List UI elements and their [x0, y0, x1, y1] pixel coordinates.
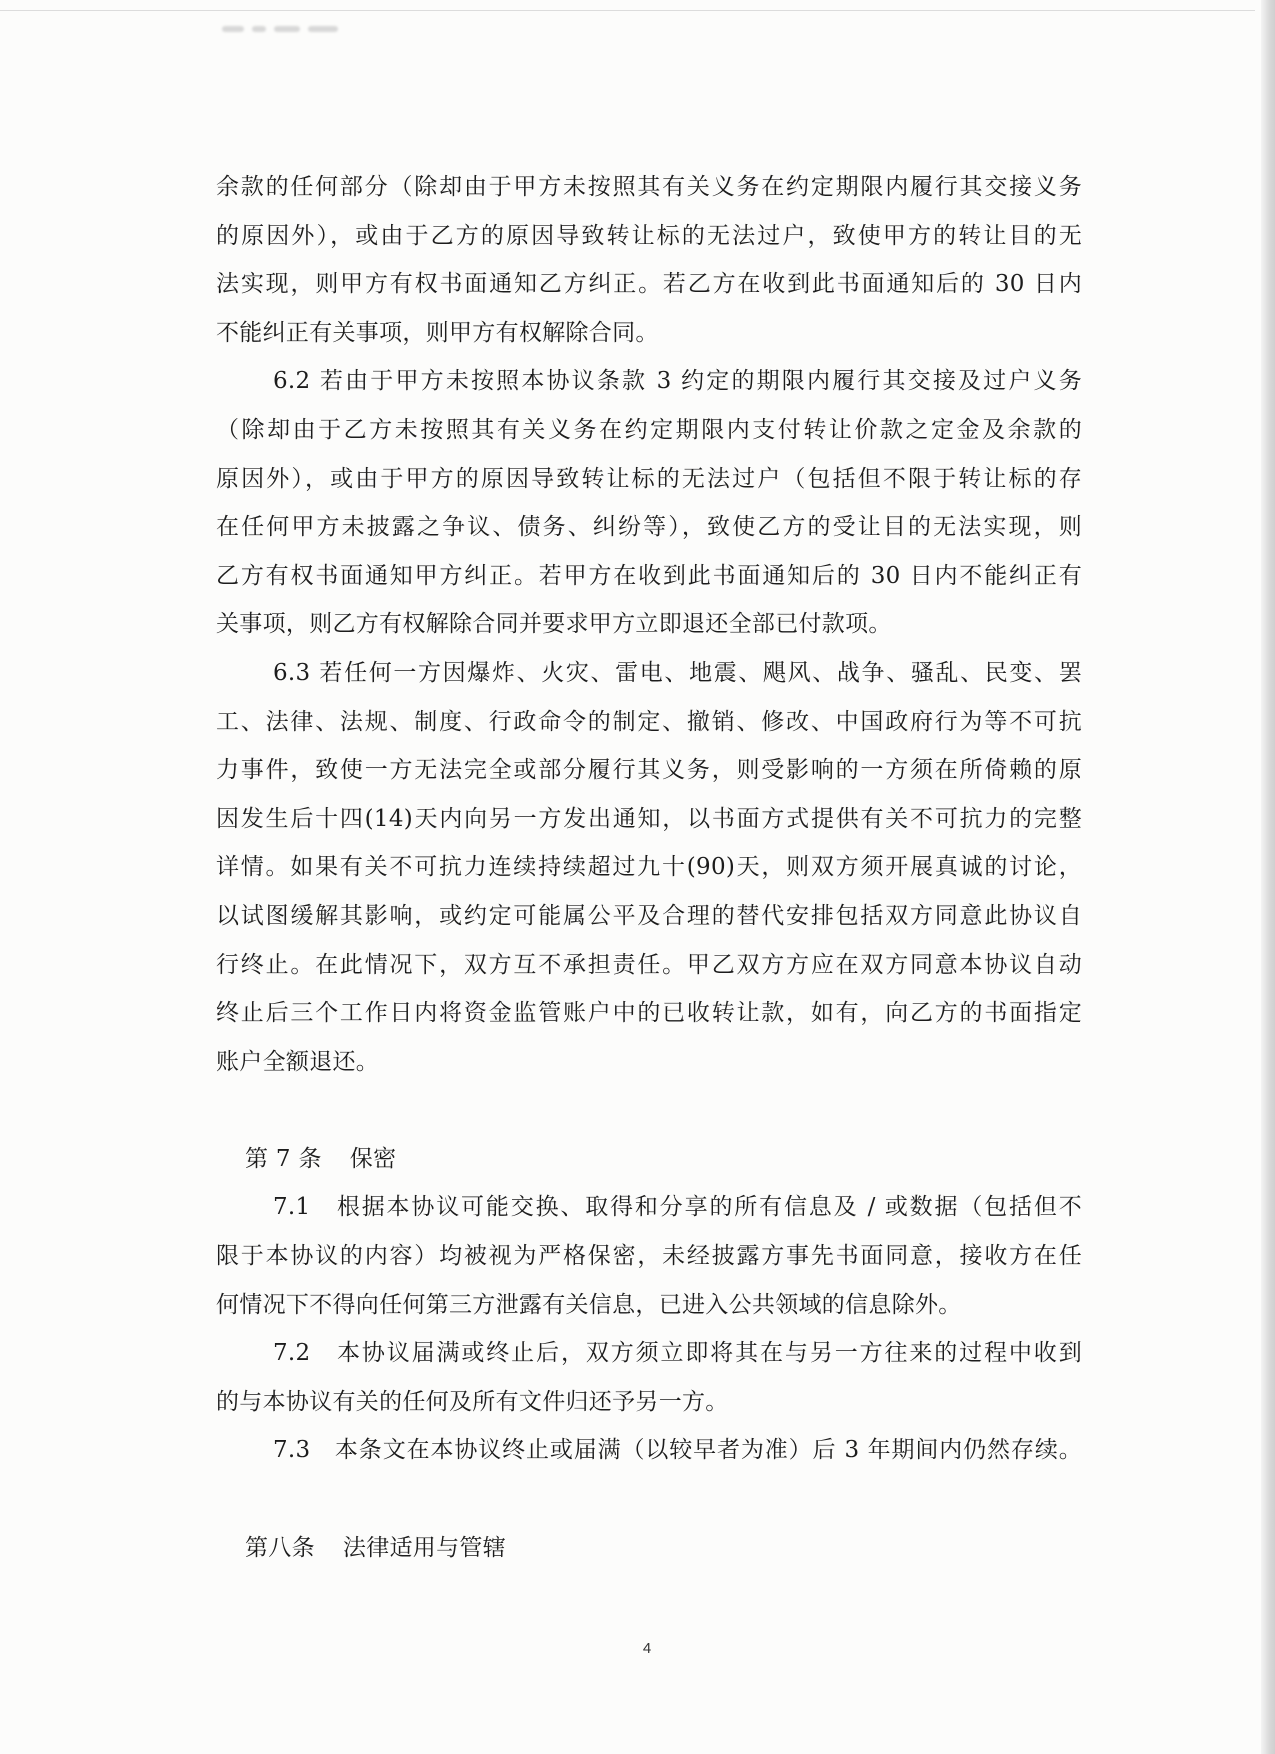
text-line: 账户全额退还。 — [216, 1048, 380, 1075]
scan-smudge — [222, 24, 342, 36]
text-line: 的与本协议有关的任何及所有文件归还予另一方。 — [216, 1388, 729, 1415]
paragraph-continuation — [216, 163, 1082, 357]
text-line: 的原因外），或由于乙方的原因导致转让标的无法过户，致使甲方的转让目的无 — [216, 222, 1082, 249]
text-line: 以试图缓解其影响，或约定可能属公平及合理的替代安排包括双方同意此协议自 — [216, 902, 1082, 929]
clause-7-1 — [216, 1183, 1082, 1329]
text-line: 在任何甲方未披露之争议、债务、纠纷等），致使乙方的受让目的无法实现，则 — [216, 514, 1082, 541]
scan-right-edge — [1261, 0, 1275, 1754]
article-title: 法律适用与管辖 — [342, 1534, 507, 1561]
text-line: 详情。如果有关不可抗力连续持续超过九十(90)天，则双方须开展真诚的讨论， — [216, 854, 1082, 881]
text-line: 法实现，则甲方有权书面通知乙方纠正。若乙方在收到此书面通知后的 30 日内 — [216, 271, 1082, 298]
text-line: 7.2 本协议届满或终止后，双方须立即将其在与另一方往来的过程中收到 — [273, 1340, 1082, 1367]
text-line: 不能纠正有关事项，则甲方有权解除合同。 — [216, 319, 659, 346]
text-line: 7.3 本条文在本协议终止或届满（以较早者为准）后 3 年期间内仍然存续。 — [273, 1437, 1082, 1464]
article-8-heading — [216, 1524, 1082, 1573]
article-number: 第 7 条 — [245, 1145, 322, 1172]
text-line: 工、法律、法规、制度、行政命令的制定、撤销、修改、中国政府行为等不可抗 — [216, 708, 1082, 735]
text-line: （除却由于乙方未按照其有关义务在约定期限内支付转让价款之定金及余款的 — [216, 416, 1082, 443]
text-line: 原因外），或由于甲方的原因导致转让标的无法过户（包括但不限于转让标的存 — [216, 465, 1082, 492]
text-line: 因发生后十四(14)天内向另一方发出通知，以书面方式提供有关不可抗力的完整 — [216, 805, 1082, 832]
clause-7-2 — [216, 1329, 1082, 1426]
page-number: 4 — [642, 1640, 652, 1657]
clause-7-3 — [216, 1426, 1082, 1475]
text-line: 6.2 若由于甲方未按照本协议条款 3 约定的期限内履行其交接及过户义务 — [273, 368, 1082, 395]
clause-6-3 — [216, 649, 1082, 1086]
text-line: 6.3 若任何一方因爆炸、火灾、雷电、地震、飓风、战争、骚乱、民变、罢 — [273, 659, 1082, 686]
article-number: 第八条 — [245, 1534, 315, 1561]
blank-line — [216, 1475, 1082, 1524]
clause-6-2 — [216, 357, 1082, 649]
text-line: 余款的任何部分（除却由于甲方未按照其有关义务在约定期限内履行其交接义务 — [216, 174, 1082, 200]
scan-top-edge — [0, 10, 1255, 11]
article-title: 保密 — [349, 1145, 397, 1172]
text-line: 行终止。在此情况下，双方互不承担责任。甲乙双方方应在双方同意本协议自动 — [216, 951, 1082, 978]
text-line: 何情况下不得向任何第三方泄露有关信息，已进入公共领域的信息除外。 — [216, 1291, 962, 1318]
document-body — [216, 163, 1082, 1572]
text-line: 关事项，则乙方有权解除合同并要求甲方立即退还全部已付款项。 — [216, 611, 892, 638]
text-line: 终止后三个工作日内将资金监管账户中的已收转让款，如有，向乙方的书面指定 — [216, 1000, 1082, 1027]
article-7-heading — [216, 1135, 1082, 1184]
text-line: 力事件，致使一方无法完全或部分履行其义务，则受影响的一方须在所倚赖的原 — [216, 757, 1082, 784]
blank-line — [216, 1086, 1082, 1135]
text-line: 乙方有权书面通知甲方纠正。若甲方在收到此书面通知后的 30 日内不能纠正有 — [216, 562, 1082, 589]
text-line: 7.1 根据本协议可能交换、取得和分享的所有信息及 / 或数据（包括但不 — [273, 1194, 1082, 1221]
text-line: 限于本协议的内容）均被视为严格保密，未经披露方事先书面同意，接收方在任 — [216, 1243, 1082, 1270]
